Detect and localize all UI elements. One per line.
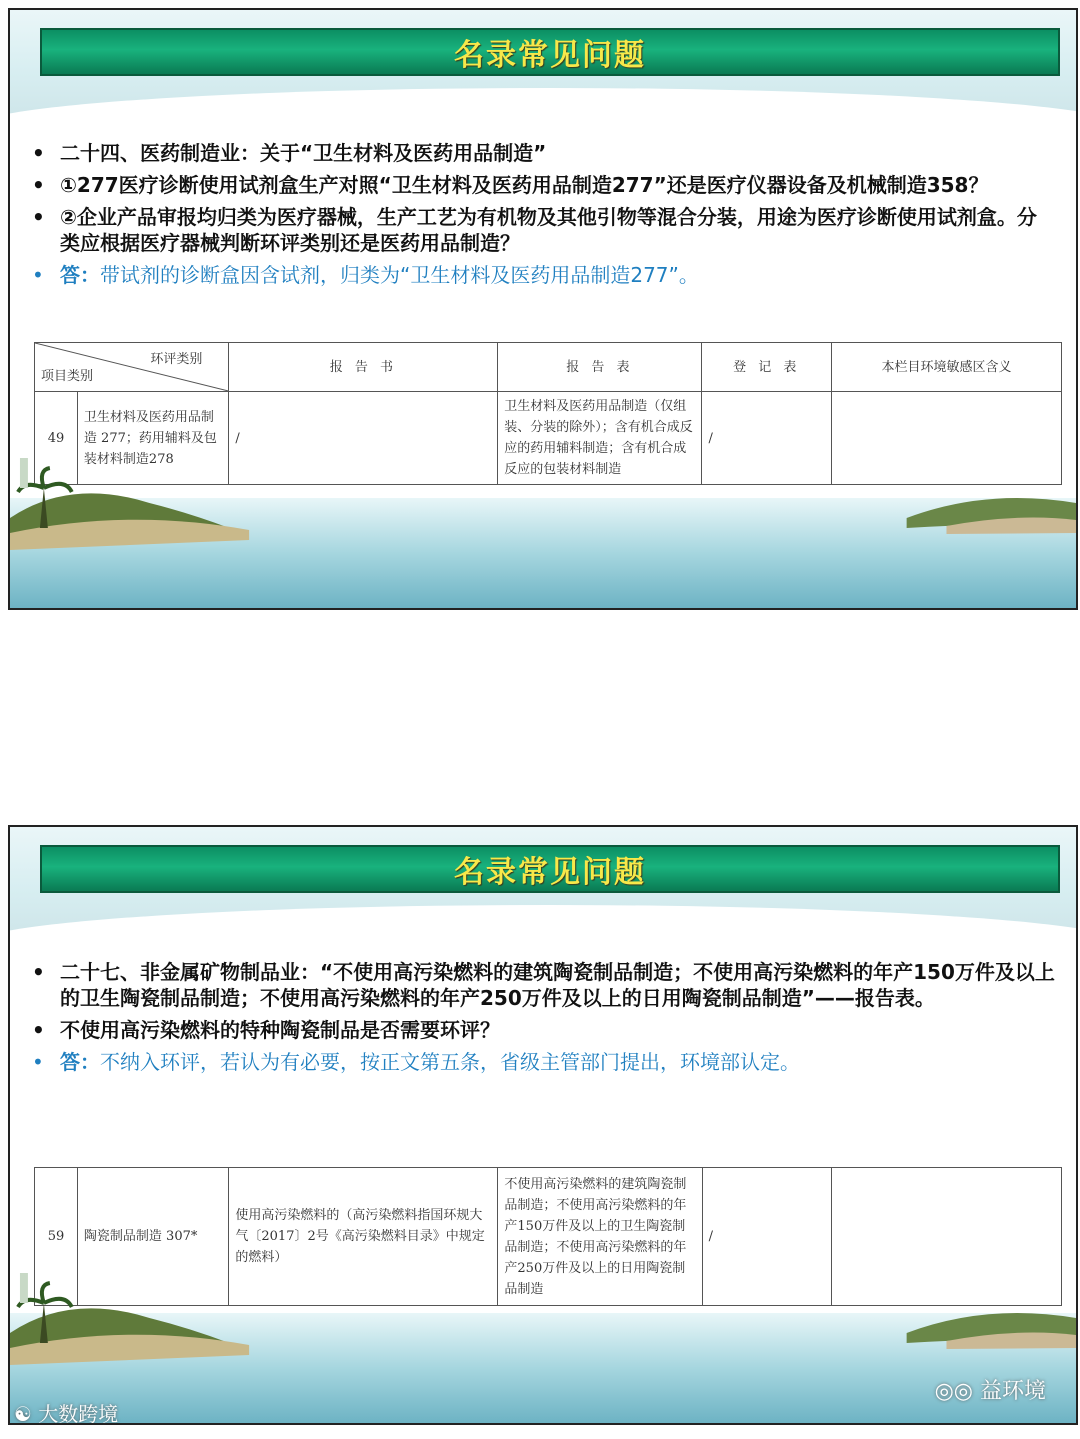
watermark-left <box>14 1398 118 1425</box>
row-item: 卫生材料及医药用品制造 277；药用辅料及包装材料制造278 <box>77 392 229 485</box>
answer-text: 带试剂的诊断盒因含试剂，归类为“卫生材料及医药用品制造277”。 <box>100 263 699 287</box>
watermark-right-text: 益环境 <box>979 1379 1046 1404</box>
answer-label: 答： <box>60 263 100 287</box>
bullet-text: ②企业产品审报均归类为医疗器械，生产工艺为有机物及其他引物等混合分装，用途为医疗诊断使用试剂盒。分类应根据医疗器械判断环评类别还是医药用品制造？ <box>60 205 1037 255</box>
slide-1 <box>8 8 1078 610</box>
bullet-dot-icon: • <box>32 1018 45 1042</box>
bullet-dot-icon: • <box>32 1050 44 1074</box>
header-category-label: 环评类别 <box>150 352 203 367</box>
bullet-item <box>30 959 1056 1011</box>
col-report-form: 报 告 表 <box>498 343 702 392</box>
answer-item <box>30 262 1056 288</box>
slide-title: 名录常见问题 <box>454 855 646 890</box>
bullet-text: 二十七、非金属矿物制品业：“不使用高污染燃料的建筑陶瓷制品制造；不使用高污染燃料的年产150万件及以上的卫生陶瓷制品制造；不使用高污染燃料的年产250万件及以上的日用陶瓷制品制造”——报告表。 <box>60 960 1055 1010</box>
bullet-item <box>30 204 1056 256</box>
landscape-illustration <box>10 458 1076 608</box>
bullet-text: 二十四、医药制造业：关于“卫生材料及医药用品制造” <box>60 141 547 165</box>
slide-2 <box>8 825 1078 1425</box>
bullet-list <box>30 959 1056 1081</box>
bullet-dot-icon: • <box>32 141 45 165</box>
row-report-book: 使用高污染燃料的（高污染燃料指国环规大气〔2017〕2号《高污染燃料目录》中规定的燃料） <box>229 1168 498 1306</box>
logo-icon: ☯ <box>14 1402 39 1425</box>
bullet-dot-icon: • <box>32 173 45 197</box>
answer-item <box>30 1049 1056 1075</box>
bullet-text: 不使用高污染燃料的特种陶瓷制品是否需要环评？ <box>60 1018 500 1042</box>
col-register: 登 记 表 <box>702 343 832 392</box>
row-number: 49 <box>35 392 78 485</box>
row-report-form: 不使用高污染燃料的建筑陶瓷制品制造；不使用高污染燃料的年产150万件及以上的卫生陶瓷制品制造；不使用高污染燃料的年产250万件及以上的日用陶瓷制品制造 <box>498 1168 702 1306</box>
col-sensitive-area: 本栏目环境敏感区含义 <box>831 343 1061 392</box>
bullet-dot-icon: • <box>32 205 45 229</box>
slide-title: 名录常见问题 <box>454 38 646 73</box>
bullet-item <box>30 172 1056 198</box>
landscape-illustration <box>10 1273 1076 1423</box>
answer-text: 不纳入环评，若认为有必要，按正文第五条，省级主管部门提出，环境部认定。 <box>100 1050 800 1074</box>
watermark-left-text: 大数跨境 <box>38 1402 119 1425</box>
bullet-item <box>30 1017 1056 1043</box>
header-item-label: 项目类别 <box>41 369 94 384</box>
col-report-book: 报 告 书 <box>229 343 498 392</box>
answer-label: 答： <box>60 1050 100 1074</box>
row-number: 59 <box>35 1168 78 1306</box>
row-register: / <box>702 392 832 485</box>
table-header-row <box>35 343 1062 392</box>
row-register: / <box>702 1168 831 1306</box>
row-report-form: 卫生材料及医药用品制造（仅组装、分装的除外）；含有机合成反应的药用辅料制造；含有机合成反应的包装材料制造 <box>498 392 702 485</box>
row-report-book: / <box>229 392 498 485</box>
wechat-icon: ◎◎ <box>934 1379 980 1404</box>
title-bar <box>40 28 1060 76</box>
diagonal-header-cell <box>35 343 229 392</box>
row-item: 陶瓷制品制造 307* <box>77 1168 228 1306</box>
watermark-right <box>935 1374 1046 1405</box>
bullet-text: ①277医疗诊断使用试剂盒生产对照“卫生材料及医药用品制造277”还是医疗仪器设备及机械制造358？ <box>60 173 989 197</box>
bullet-dot-icon: • <box>32 263 44 287</box>
title-bar <box>40 845 1060 893</box>
bullet-dot-icon: • <box>32 960 45 984</box>
bullet-list <box>30 140 1056 294</box>
bullet-item <box>30 140 1056 166</box>
